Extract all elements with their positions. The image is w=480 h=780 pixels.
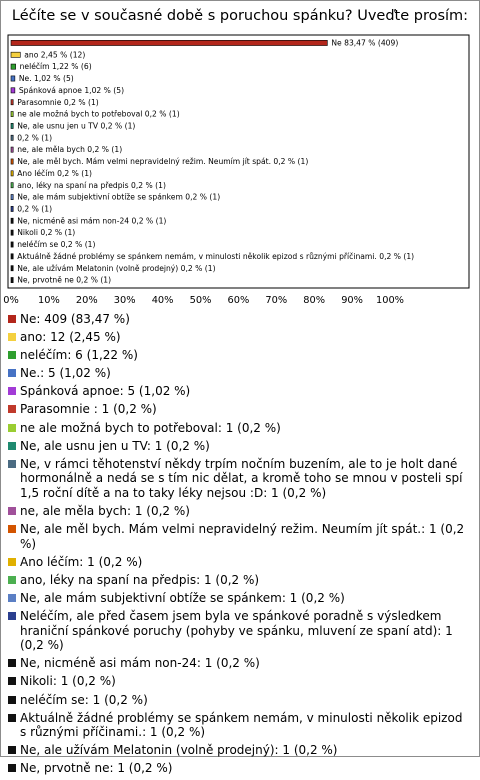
bar <box>11 159 13 164</box>
legend-label: Ne: 409 (83,47 %) <box>20 312 130 326</box>
legend-swatch <box>8 558 16 566</box>
legend-item <box>8 555 470 570</box>
legend-label: Ne, ale užívám Melatonin (volně prodejný): 1 (0,2 %) <box>20 743 338 758</box>
legend-swatch <box>8 424 16 432</box>
x-tick-label: 40% <box>151 295 174 306</box>
legend-item <box>8 522 470 551</box>
bar <box>11 183 13 188</box>
bar <box>11 194 13 199</box>
legend-item <box>8 384 470 399</box>
bar <box>11 100 13 105</box>
legend-swatch <box>8 594 16 602</box>
bar <box>11 111 13 116</box>
legend-swatch <box>8 369 16 377</box>
bar-label: Ne, prvotně ne 0,2 % (1) <box>17 275 112 285</box>
bar <box>11 123 13 128</box>
bar-label: Ne, ale měl bych. Mám velmi nepravidelný režim. Neumím jít spát. 0,2 % (1) <box>17 157 309 167</box>
x-tick-label: 60% <box>227 295 250 306</box>
bar <box>11 88 15 93</box>
bar-chart <box>0 0 480 312</box>
legend-swatch <box>8 525 16 533</box>
legend-item <box>8 693 470 708</box>
x-tick-label: 30% <box>113 295 136 306</box>
legend-swatch <box>8 764 16 772</box>
x-tick-label: 70% <box>265 295 288 306</box>
legend-swatch <box>8 460 16 468</box>
bar-label: Ne 83,47 % (409) <box>331 38 399 48</box>
legend-swatch <box>8 507 16 515</box>
legend-label: Spánková apnoe: 5 (1,02 %) <box>20 384 191 399</box>
legend-item <box>8 330 470 345</box>
legend-item <box>8 366 470 381</box>
bar-label: 0,2 % (1) <box>17 133 53 143</box>
bar <box>11 206 13 211</box>
x-tick-label: 100% <box>375 295 405 306</box>
bar-label: Parasomnie 0,2 % (1) <box>17 97 99 107</box>
legend-item <box>8 402 470 417</box>
legend-label: Ne, prvotně ne: 1 (0,2 %) <box>20 761 173 776</box>
legend-label: neléčím se: 1 (0,2 %) <box>20 692 148 707</box>
bar <box>11 76 15 81</box>
legend-item <box>8 761 470 776</box>
legend-item <box>8 743 470 758</box>
legend-label: Parasomnie : 1 (0,2 %) <box>20 402 157 417</box>
legend-label: ne, ale měla bych: 1 (0,2 %) <box>20 504 190 519</box>
bar-label: 0,2 % (1) <box>17 204 53 214</box>
legend-swatch <box>8 746 16 754</box>
bar-label: ne, ale měla bych 0,2 % (1) <box>17 145 123 155</box>
legend-swatch <box>8 677 16 685</box>
legend-item <box>8 312 470 327</box>
legend-item <box>8 674 470 689</box>
x-tick-label: 90% <box>341 295 363 306</box>
legend-label: Ne, ale měl bych. Mám velmi nepravidelný režim. Neumím jít spát.: 1 (0,2 %) <box>20 522 465 551</box>
legend-item <box>8 591 470 606</box>
chart-title: Léčíte se v současné době s poruchou spánku? Uveďte prosím: <box>11 8 469 24</box>
x-tick-label: 0% <box>3 295 19 306</box>
legend-swatch <box>8 405 16 413</box>
x-tick-label: 50% <box>189 295 212 306</box>
legend-item <box>8 504 470 519</box>
legend-label: Ne, ale usnu jen u TV: 1 (0,2 %) <box>20 438 210 453</box>
bar-label: Aktuálně žádné problémy se spánkem nemám, v minulosti několik epizod s různými příčinami. 0,2 % (1) <box>17 251 415 261</box>
bar-label: Spánková apnoe 1,02 % (5) <box>18 85 125 95</box>
bar <box>11 52 20 57</box>
legend-label: ne ale možná bych to potřeboval: 1 (0,2 %) <box>20 420 281 435</box>
bar-label: ano, léky na spaní na předpis 0,2 % (1) <box>17 180 166 190</box>
bar-label: Ne, nicméně asi mám non-24 0,2 % (1) <box>17 216 167 226</box>
legend-swatch <box>8 659 16 667</box>
legend-item <box>8 711 470 740</box>
x-tick-label: 20% <box>75 295 98 306</box>
legend-item <box>8 348 470 363</box>
bar <box>11 218 13 223</box>
legend-item <box>8 573 470 588</box>
legend-label: Ano léčím: 1 (0,2 %) <box>20 554 143 569</box>
bar-label: neléčím 1,22 % (6) <box>19 62 92 72</box>
legend-swatch <box>8 576 16 584</box>
bar-label: Ne, ale užívám Melatonin (volně prodejný) 0,2 % (1) <box>17 263 216 273</box>
bar <box>11 254 13 259</box>
legend-item <box>8 439 470 454</box>
bar <box>11 230 13 235</box>
legend-swatch <box>8 315 16 323</box>
bar-label: Ne, ale mám subjektivní obtíže se spánkem 0,2 % (1) <box>17 192 221 202</box>
bar <box>11 266 13 271</box>
bar <box>11 135 13 140</box>
bar <box>11 64 16 69</box>
bar-label: Ano léčím 0,2 % (1) <box>17 168 93 178</box>
legend-label: neléčím: 6 (1,22 %) <box>20 348 138 363</box>
legend-item <box>8 457 470 501</box>
legend-label: Ne, v rámci těhotenství někdy trpím nočním buzením, ale to je holt dané hormonálně a nedá se s tím nic dělat, a kromě toho se mnou v posteli spí 1,5 roční dítě a na to taky léky nejsou :D: 1 (0,2 %) <box>20 456 463 500</box>
bar <box>11 147 13 152</box>
x-tick-label: 10% <box>38 295 60 306</box>
bar-label: neléčím se 0,2 % (1) <box>17 240 96 250</box>
legend-label: Neléčím, ale před časem jsem byla ve spánkové poradně s výsledkem hraniční spánkové poruchy (pohyby ve spánku, mluvení ze spaní atd): 1 (0,2 %) <box>20 609 453 653</box>
legend-label: Ne.: 5 (1,02 %) <box>20 366 111 381</box>
legend-swatch <box>8 612 16 620</box>
legend-item <box>8 421 470 436</box>
legend-swatch <box>8 333 16 341</box>
legend-label: ano: 12 (2,45 %) <box>20 330 121 345</box>
legend-swatch <box>8 387 16 395</box>
legend-item <box>8 609 470 653</box>
legend-label: Ne, ale mám subjektivní obtíže se spánkem: 1 (0,2 %) <box>20 591 345 605</box>
x-tick-label: 80% <box>303 295 326 306</box>
bar <box>11 171 13 176</box>
bar-label: Ne. 1,02 % (5) <box>18 74 74 84</box>
chart-legend <box>8 312 470 780</box>
bar-label: Nikoli 0,2 % (1) <box>17 228 76 238</box>
bar <box>11 40 327 45</box>
legend-item <box>8 656 470 671</box>
bar-label: Ne, ale usnu jen u TV 0,2 % (1) <box>17 121 136 131</box>
bar <box>11 242 13 247</box>
legend-swatch <box>8 714 16 722</box>
bar-label: ne ale možná bych to potřeboval 0,2 % (1) <box>17 109 180 119</box>
legend-label: Ne, nicméně asi mám non-24: 1 (0,2 %) <box>20 656 260 671</box>
legend-swatch <box>8 442 16 450</box>
legend-label: ano, léky na spaní na předpis: 1 (0,2 %) <box>20 572 260 587</box>
legend-swatch <box>8 696 16 704</box>
legend-swatch <box>8 351 16 359</box>
legend-label: Nikoli: 1 (0,2 %) <box>20 674 116 689</box>
bar <box>11 277 13 282</box>
legend-label: Aktuálně žádné problémy se spánkem nemám, v minulosti několik epizod s různými příčinami.: 1 (0,2 %) <box>20 710 463 740</box>
bar-label: ano 2,45 % (12) <box>24 50 86 60</box>
